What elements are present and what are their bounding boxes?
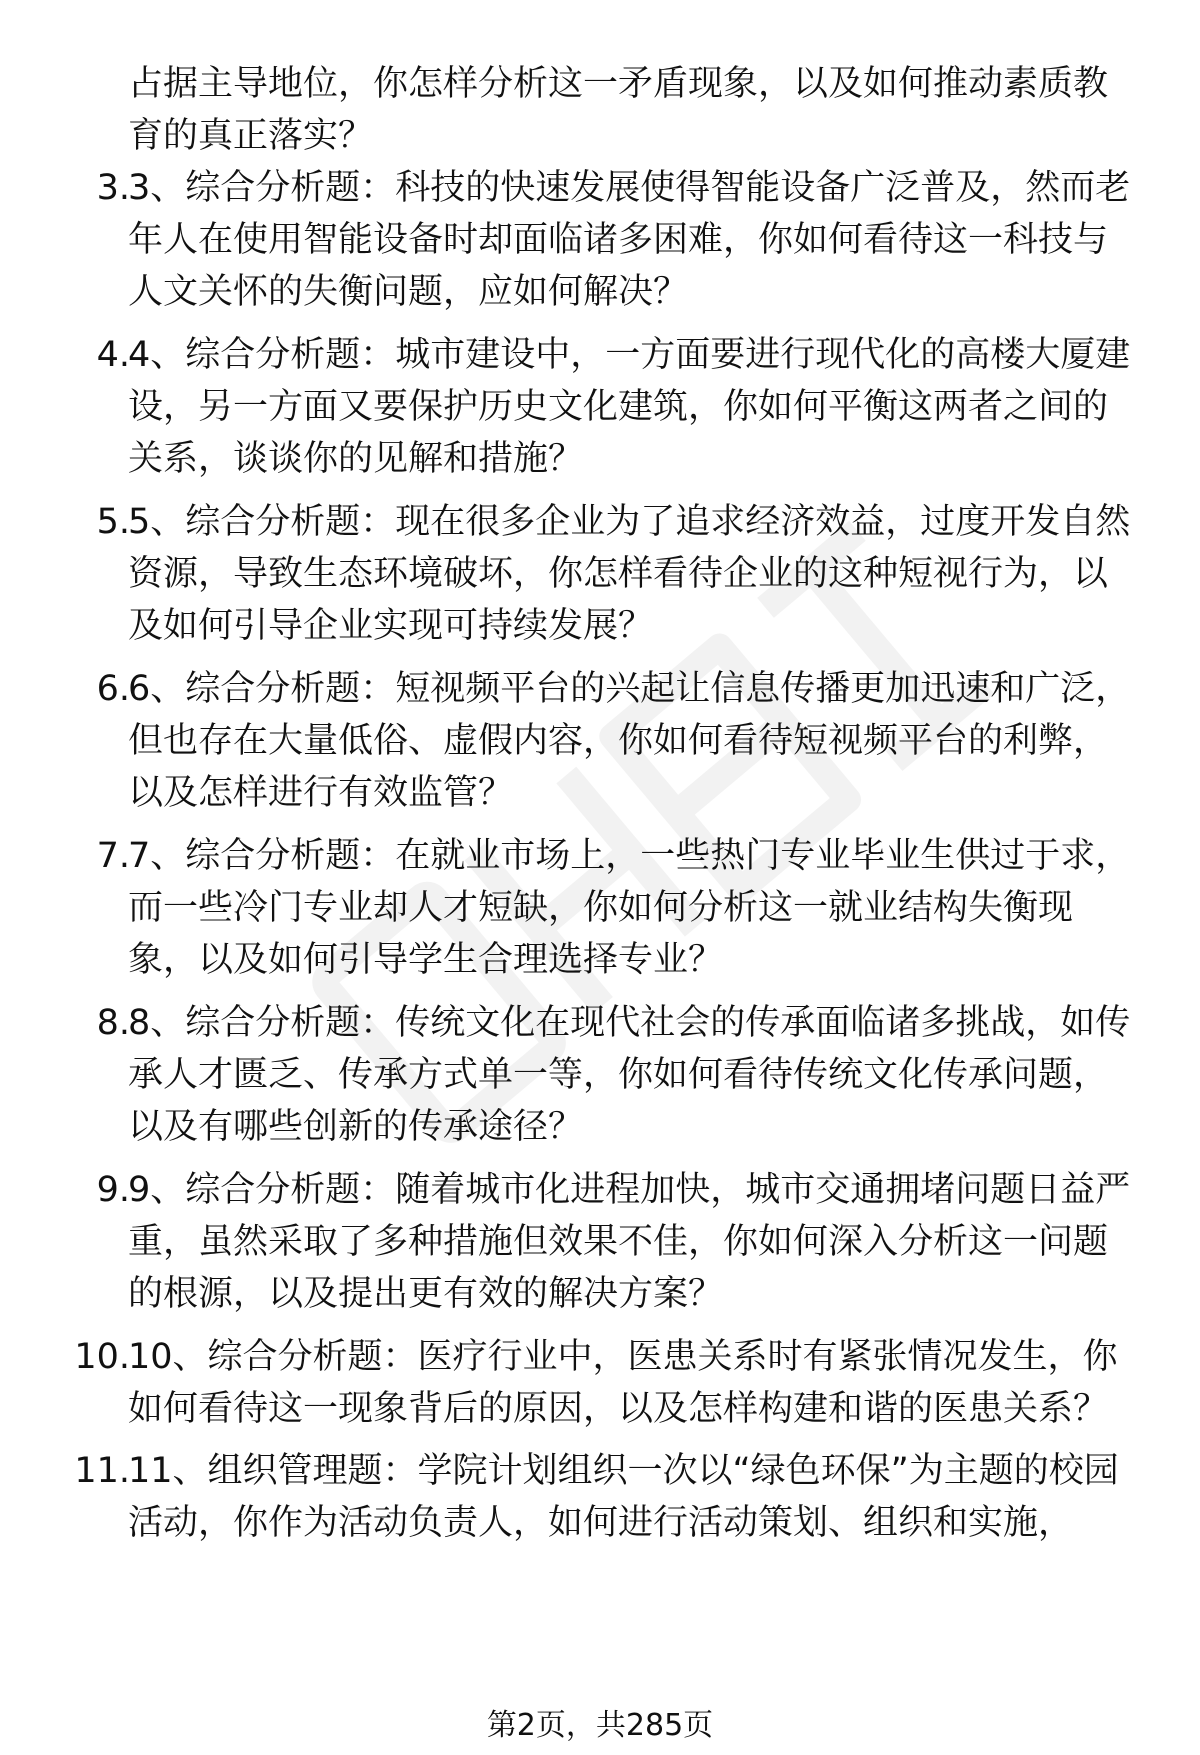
list-item-text: 4、综合分析题：城市建设中，一方面要进行现代化的高楼大厦建设，另一方面又要保护历史文化建筑，你如何平衡这两者之间的关系，谈谈你的见解和措施？ bbox=[128, 335, 1131, 479]
list-item-number: 9. bbox=[96, 1170, 130, 1210]
list-item-number: 3. bbox=[96, 168, 130, 208]
list-item-number: 4. bbox=[96, 335, 130, 375]
list-item-number: 11. bbox=[74, 1451, 130, 1491]
list-item-text: 11、组织管理题：学院计划组织一次以“绿色环保”为主题的校园活动，你作为活动负责人，如何进行活动策划、组织和实施， bbox=[128, 1451, 1119, 1543]
list-item-text: 7、综合分析题：在就业市场上，一些热门专业毕业生供过于求，而一些冷门专业却人才短缺，你如何分析这一就业结构失衡现象，以及如何引导学生合理选择专业？ bbox=[128, 836, 1131, 980]
list-item-number: 10. bbox=[74, 1337, 130, 1377]
list-item-number: 6. bbox=[96, 669, 130, 709]
list-item-number: 5. bbox=[96, 502, 130, 542]
list-item-text: 8、综合分析题：传统文化在现代社会的传承面临诸多挑战，如传承人才匮乏、传承方式单一等，你如何看待传统文化传承问题，以及有哪些创新的传承途径？ bbox=[128, 1003, 1131, 1147]
page-footer: 第2页，共285页 bbox=[486, 1708, 714, 1743]
list-item-text: 10、综合分析题：医疗行业中，医患关系时有紧张情况发生，你如何看待这一现象背后的原因，以及怎样构建和谐的医患关系？ bbox=[128, 1337, 1118, 1429]
continuation-paragraph: 占据主导地位，你怎样分析这一矛盾现象，以及如何推动素质教育的真正落实？ bbox=[128, 64, 1109, 156]
list-item-number: 8. bbox=[96, 1003, 130, 1043]
list-item-text: 9、综合分析题：随着城市化进程加快，城市交通拥堵问题日益严重，虽然采取了多种措施但效果不佳，你如何深入分析这一问题的根源，以及提出更有效的解决方案？ bbox=[128, 1170, 1131, 1314]
list-item-text: 5、综合分析题：现在很多企业为了追求经济效益，过度开发自然资源，导致生态环境破坏，你怎样看待企业的这种短视行为，以及如何引导企业实现可持续发展？ bbox=[128, 502, 1131, 646]
list-item-text: 6、综合分析题：短视频平台的兴起让信息传播更加迅速和广泛，但也存在大量低俗、虚假内容，你如何看待短视频平台的利弊，以及怎样进行有效监管？ bbox=[128, 669, 1131, 813]
list-item-number: 7. bbox=[96, 836, 130, 876]
list-item-text: 3、综合分析题：科技的快速发展使得智能设备广泛普及，然而老年人在使用智能设备时却面临诸多困难，你如何看待这一科技与人文关怀的失衡问题，应如何解决？ bbox=[128, 168, 1131, 312]
